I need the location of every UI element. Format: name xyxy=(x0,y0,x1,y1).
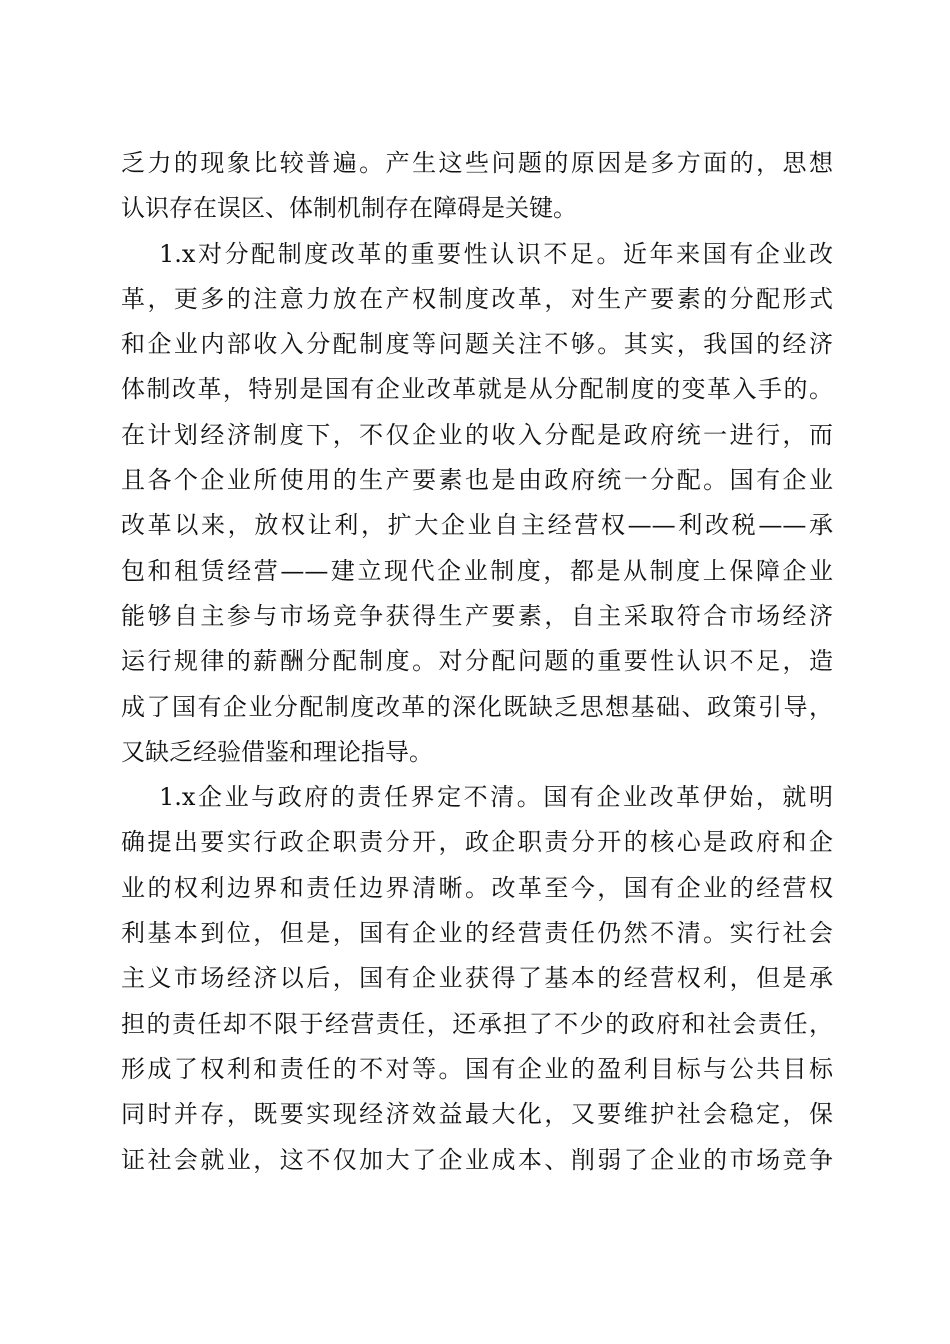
text-line: 改革以来，放权让利，扩大企业自主经营权——利改税——承 xyxy=(121,511,833,540)
text-line: 担的责任却不限于经营责任，还承担了不少的政府和社会责任， xyxy=(121,1009,833,1038)
text-line: 在计划经济制度下，不仅企业的收入分配是政府统一进行，而 xyxy=(121,420,833,449)
text-line: 业的权利边界和责任边界清晰。改革至今，国有企业的经营权 xyxy=(121,873,833,902)
text-line: 证社会就业，这不仅加大了企业成本、削弱了企业的市场竞争 xyxy=(121,1145,833,1174)
text-line: 成了国有企业分配制度改革的深化既缺乏思想基础、政策引导， xyxy=(121,692,833,721)
text-line: 革，更多的注意力放在产权制度改革，对生产要素的分配形式 xyxy=(121,284,833,313)
text-line: 体制改革，特别是国有企业改革就是从分配制度的变革入手的。 xyxy=(121,375,833,404)
text-line: 包和租赁经营——建立现代企业制度，都是从制度上保障企业 xyxy=(121,556,833,585)
text-line: 利基本到位，但是，国有企业的经营责任仍然不清。实行社会 xyxy=(121,919,833,948)
text-line: 又缺乏经验借鉴和理论指导。 xyxy=(121,737,433,766)
text-line: 确提出要实行政企职责分开，政企职责分开的核心是政府和企 xyxy=(121,828,833,857)
text-line: 乏力的现象比较普遍。产生这些问题的原因是多方面的，思想 xyxy=(121,149,833,177)
text-line: 能够自主参与市场竞争获得生产要素，自主采取符合市场经济 xyxy=(121,601,833,630)
body-text xyxy=(121,141,833,1183)
text-line: 且各个企业所使用的生产要素也是由政府统一分配。国有企业 xyxy=(121,466,833,495)
text-line: 认识存在误区、体制机制存在障碍是关键。 xyxy=(121,194,577,223)
text-line: 运行规律的薪酬分配制度。对分配问题的重要性认识不足，造 xyxy=(121,647,833,676)
text-line: 主义市场经济以后，国有企业获得了基本的经营权利，但是承 xyxy=(121,964,833,993)
text-line: 1.x企业与政府的责任界定不清。国有企业改革伊始，就明 xyxy=(159,783,833,812)
text-line: 1.x对分配制度改革的重要性认识不足。近年来国有企业改 xyxy=(159,239,833,268)
text-line: 同时并存，既要实现经济效益最大化，又要维护社会稳定，保 xyxy=(121,1100,833,1129)
text-line: 和企业内部收入分配制度等问题关注不够。其实，我国的经济 xyxy=(121,330,833,359)
text-line: 形成了权利和责任的不对等。国有企业的盈利目标与公共目标 xyxy=(121,1054,833,1083)
